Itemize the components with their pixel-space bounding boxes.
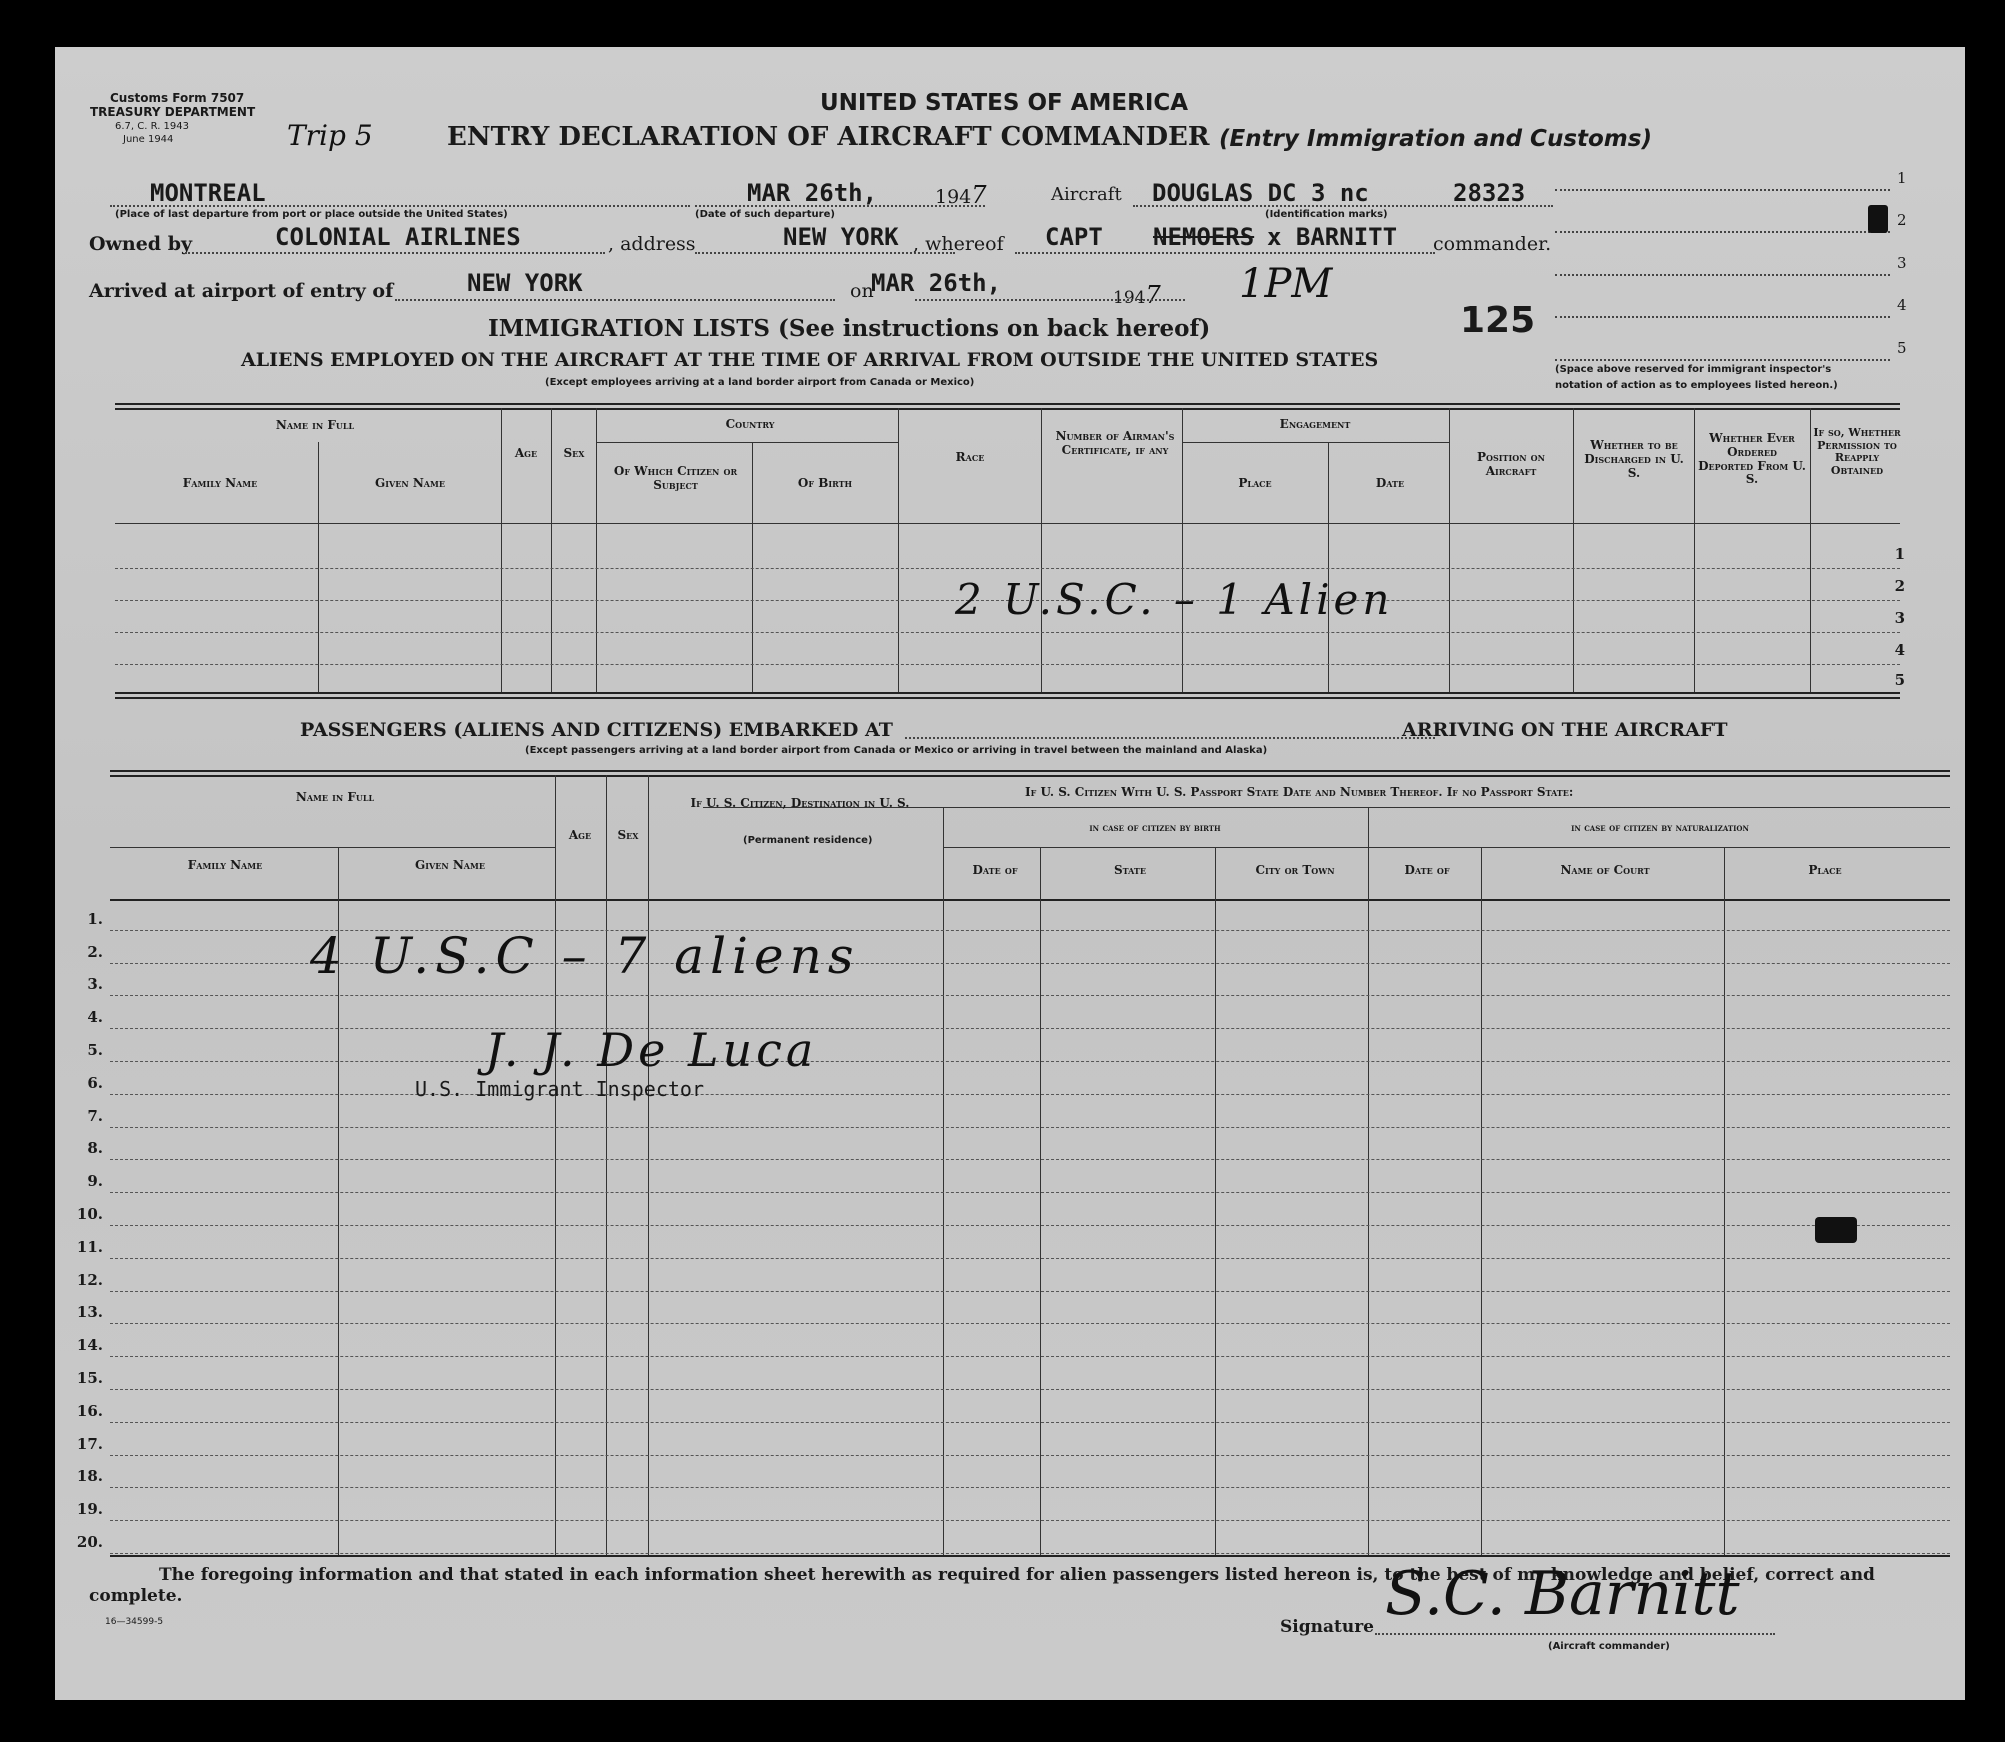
passenger-row-number: 6. xyxy=(87,1073,103,1092)
pass-hdr-passport: If U. S. Citizen With U. S. Passport State Date and Number Thereof. If no Passport State: xyxy=(1025,785,1574,799)
aircraft-label: Aircraft xyxy=(1051,184,1122,205)
passenger-row-number: 18. xyxy=(76,1467,103,1486)
year-prefix: 194 xyxy=(935,186,972,208)
passenger-row-number: 13. xyxy=(76,1303,103,1322)
departure-year xyxy=(935,181,987,209)
arrival-date: MAR 26th, xyxy=(871,269,1002,297)
pass-handwritten-note: 4 U.S.C – 7 aliens xyxy=(310,927,860,985)
owned-by-label: Owned by xyxy=(89,233,193,255)
print-code: 16—34599-5 xyxy=(105,1617,164,1627)
arrival-year-prefix: 194 xyxy=(1113,288,1146,308)
margin-num-2: 2 xyxy=(1897,211,1907,229)
departure-date: MAR 26th, xyxy=(747,179,878,207)
commander-struck: NEMOERS xyxy=(1153,223,1255,251)
passenger-row-number: 8. xyxy=(87,1139,103,1158)
passenger-row-line xyxy=(110,1159,1950,1160)
passenger-row-number: 17. xyxy=(76,1434,103,1453)
commander-label: commander. xyxy=(1433,233,1552,255)
pass-hdr-nat-date: Date of xyxy=(1404,863,1450,877)
imm-hdr-citizen: Of Which Citizen or Subject xyxy=(613,464,738,492)
form-title: ENTRY DECLARATION OF AIRCRAFT COMMANDER xyxy=(447,122,1210,152)
passengers-except: (Except passengers arriving at a land border airport from Canada or Mexico or arriving in travel between the mainland and Alaska) xyxy=(525,745,1268,756)
on-label: on xyxy=(850,280,874,302)
passenger-row-number: 20. xyxy=(76,1533,103,1551)
departure-place: MONTREAL xyxy=(150,179,266,207)
arrival-time: 1PM xyxy=(1239,261,1333,307)
pass-hdr-sex: Sex xyxy=(617,828,639,842)
whereof-label: , whereof xyxy=(913,233,1004,255)
inspector-signature: J. J. De Luca xyxy=(485,1023,818,1077)
passenger-row-number: 11. xyxy=(76,1237,103,1256)
pass-hdr-city: City or Town xyxy=(1255,863,1335,877)
imm-row-5: 5 xyxy=(1894,671,1905,689)
passenger-row-line xyxy=(110,1127,1950,1128)
passengers-embarked-label: PASSENGERS (ALIENS AND CITIZENS) EMBARKED AT xyxy=(300,719,893,741)
passenger-row-number: 9. xyxy=(87,1172,103,1191)
margin-num-4: 4 xyxy=(1897,296,1907,314)
passenger-row-number: 19. xyxy=(76,1500,103,1519)
passenger-row-number: 16. xyxy=(76,1401,103,1420)
commander-name: x BARNITT xyxy=(1267,223,1398,251)
passenger-row-line xyxy=(110,1455,1950,1456)
imm-row-1: 1 xyxy=(1894,545,1905,563)
form-date: June 1944 xyxy=(123,134,174,145)
passenger-row-line xyxy=(110,1520,1950,1521)
imm-hdr-birth: Of Birth xyxy=(797,476,853,490)
regulation: 6.7, C. R. 1943 xyxy=(115,121,189,132)
ink-blot-2 xyxy=(1815,1217,1857,1243)
pass-hdr-birth-date: Date of xyxy=(972,863,1018,877)
count-stamp: 125 xyxy=(1460,300,1536,341)
imm-hdr-family: Family Name xyxy=(182,476,258,490)
immigration-title: IMMIGRATION LISTS (See instructions on back hereof) xyxy=(488,315,1211,342)
passenger-row-number: 14. xyxy=(76,1336,103,1355)
passenger-row-number: 5. xyxy=(87,1041,103,1059)
passenger-row-line xyxy=(110,1061,1950,1062)
pass-hdr-destination-note: (Permanent residence) xyxy=(743,835,873,846)
immigration-except: (Except employees arriving at a land border airport from Canada or Mexico) xyxy=(545,377,975,388)
pass-hdr-by-naturalization: in case of citizen by naturalization xyxy=(1571,823,1749,834)
imm-hdr-sex: Sex xyxy=(563,446,585,460)
form-number: Customs Form 7507 xyxy=(110,91,245,105)
passenger-row-number: 3. xyxy=(87,975,103,994)
passenger-row-line xyxy=(110,1258,1950,1259)
imm-handwritten-note: 2 U.S.C. – 1 Alien xyxy=(955,575,1394,624)
imm-hdr-discharged: Whether to be Discharged in U. S. xyxy=(1584,438,1684,480)
ink-blot xyxy=(1868,205,1888,233)
passenger-row-line xyxy=(110,1028,1950,1029)
passenger-row-line xyxy=(110,1291,1950,1292)
country-title: UNITED STATES OF AMERICA xyxy=(820,90,1189,116)
passenger-row-number: 15. xyxy=(76,1369,103,1387)
pass-hdr-place: Place xyxy=(1808,863,1842,877)
passenger-row-line xyxy=(110,1553,1950,1554)
pass-hdr-name: Name in Full xyxy=(295,790,375,804)
passenger-row-number: 2. xyxy=(87,942,103,961)
imm-hdr-given: Given Name xyxy=(375,476,445,490)
aircraft-caption: (Identification marks) xyxy=(1265,209,1388,220)
arrived-label: Arrived at airport of entry of xyxy=(89,280,394,302)
imm-hdr-country: Country xyxy=(725,417,775,431)
passenger-row-line xyxy=(110,1389,1950,1390)
owner-value: COLONIAL AIRLINES xyxy=(275,223,521,251)
passenger-row-line xyxy=(110,1356,1950,1357)
passenger-row-line xyxy=(110,1094,1950,1095)
commander-signature: S.C. Barnitt xyxy=(1385,1559,1740,1629)
address-value: NEW YORK xyxy=(783,223,899,251)
imm-hdr-reapply: If so, Whether Permission to Reapply Obtained xyxy=(1813,426,1901,477)
passenger-row-number: 7. xyxy=(87,1106,103,1125)
imm-hdr-race: Race xyxy=(955,450,985,464)
department: TREASURY DEPARTMENT xyxy=(90,105,256,119)
signature-label: Signature xyxy=(1280,1617,1374,1637)
margin-num-3: 3 xyxy=(1897,254,1907,272)
immigration-subtitle: ALIENS EMPLOYED ON THE AIRCRAFT AT THE TIME OF ARRIVAL FROM OUTSIDE THE UNITED STATES xyxy=(241,349,1379,371)
pass-hdr-state: State xyxy=(1113,863,1146,877)
year-digit: 7 xyxy=(971,181,987,209)
pass-hdr-destination: If U. S. Citizen, Destination in U. S. xyxy=(690,796,910,810)
imm-hdr-cert: Number of Airman's Certificate, if any xyxy=(1055,429,1175,457)
inspector-title: U.S. Immigrant Inspector xyxy=(415,1077,704,1101)
form-paper xyxy=(55,47,1965,1700)
imm-row-2: 2 xyxy=(1894,577,1905,595)
passenger-row-line xyxy=(110,995,1950,996)
imm-hdr-place: Place xyxy=(1238,476,1272,490)
passenger-row-number: 10. xyxy=(76,1205,103,1223)
form-subtitle: (Entry Immigration and Customs) xyxy=(1219,126,1652,152)
pass-hdr-family: Family Name xyxy=(187,858,263,872)
aircraft-number: 28323 xyxy=(1453,179,1526,207)
passenger-row-number: 4. xyxy=(87,1008,103,1027)
imm-hdr-age: Age xyxy=(514,446,538,460)
arrival-year-digit: 7 xyxy=(1145,281,1161,309)
pass-hdr-age: Age xyxy=(568,828,592,842)
space-note-2: notation of action as to employees listed hereon.) xyxy=(1555,380,1838,391)
imm-row-4: 4 xyxy=(1894,641,1905,659)
passengers-arriving-label: ARRIVING ON THE AIRCRAFT xyxy=(1402,719,1728,741)
departure-place-caption: (Place of last departure from port or place outside the United States) xyxy=(115,209,508,220)
imm-hdr-engagement: Engagement xyxy=(1279,417,1351,431)
passenger-row-number: 1. xyxy=(87,909,103,928)
imm-hdr-date: Date xyxy=(1375,476,1405,490)
arrival-airport: NEW YORK xyxy=(467,269,583,297)
imm-row-3: 3 xyxy=(1894,609,1905,627)
passenger-row-line xyxy=(110,1422,1950,1423)
margin-num-1: 1 xyxy=(1897,169,1907,187)
passenger-row-line xyxy=(110,1225,1950,1226)
certification-text: The foregoing information and that stated in each information sheet herewith as required for alien passengers listed hereon is, to the best of my knowledge and belief, correct and complete. xyxy=(89,1565,1875,1606)
pass-hdr-given: Given Name xyxy=(415,858,485,872)
trip-number: Trip 5 xyxy=(287,119,373,152)
imm-hdr-deported: Whether Ever Ordered Deported From U. S. xyxy=(1698,431,1806,487)
pass-hdr-by-birth: in case of citizen by birth xyxy=(1089,823,1221,834)
margin-num-5: 5 xyxy=(1897,339,1907,357)
signature-caption: (Aircraft commander) xyxy=(1548,1641,1670,1652)
passenger-row-number: 12. xyxy=(76,1270,103,1289)
address-label: , address xyxy=(608,233,696,255)
aircraft-value: DOUGLAS DC 3 nc xyxy=(1152,179,1369,207)
space-note-1: (Space above reserved for immigrant inspector's xyxy=(1555,364,1832,375)
imm-hdr-name: Name in Full xyxy=(275,418,355,432)
imm-hdr-position: Position on Aircraft xyxy=(1477,450,1545,478)
commander-prefix: CAPT xyxy=(1045,223,1103,251)
arrival-year xyxy=(1113,281,1161,309)
pass-hdr-court: Name of Court xyxy=(1560,863,1650,877)
passenger-row-line xyxy=(110,1192,1950,1193)
passenger-row-line xyxy=(110,1323,1950,1324)
passenger-row-line xyxy=(110,1487,1950,1488)
departure-date-caption: (Date of such departure) xyxy=(695,209,835,220)
